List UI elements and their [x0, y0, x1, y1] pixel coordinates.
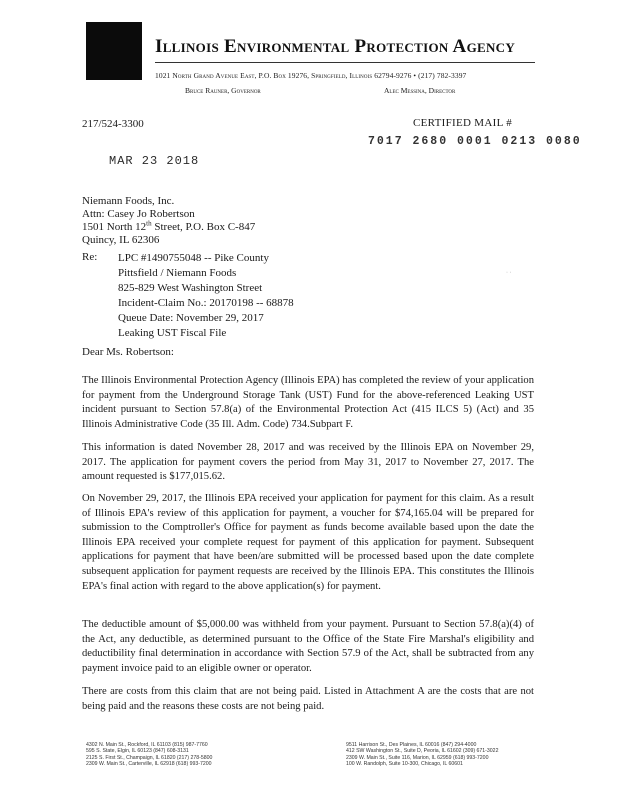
governor-name: Bruce Rauner, Governor: [185, 86, 261, 95]
footer-line: 412 SW Washington St., Suite D, Peoria, IL 61602 (309) 671-3022: [346, 748, 499, 755]
footer-line: 100 W. Randolph, Suite 10-300, Chicago, IL 60601: [346, 760, 463, 767]
recipient-address: [82, 195, 255, 247]
re-line: Leaking UST Fiscal File: [118, 327, 227, 339]
footer-line: 2309 W. Main St., Suite 116, Marion, IL 62959 (618) 993-7200: [346, 754, 489, 761]
date-stamp: MAR 23 2018: [109, 154, 200, 168]
footer-line: 595 S. State, Elgin, IL 60123 (847) 608-3131: [86, 748, 189, 755]
scan-speck: · ·: [506, 270, 512, 276]
street-suffix: th: [146, 219, 152, 228]
street-number: 1501 North 12: [82, 221, 147, 233]
body-paragraph: This information is dated November 28, 2017 and was received by the Illinois EPA on November 29, 2017. The application for payment covers the period from May 31, 2017 to November 27, 2017. The amount requested is $177,015.62.: [82, 442, 534, 483]
agency-name: Illinois Environmental Protection Agency: [155, 36, 516, 57]
footer-line: 9511 Harrison St., Des Plaines, IL 60016 (847) 294-4000: [346, 742, 477, 748]
phone-number: 217/524-3300: [82, 118, 144, 130]
body-paragraph: The deductible amount of $5,000.00 was withheld from your payment. Pursuant to Section 57.8(a)(4) of the Act, any deductible, as determined pursuant to the Office of the State Fire Marshal's eligibility and deductibility final determination in accordance with Section 57.9 of the Act, shall be subtracted from any payment invoice paid to an eligible owner or operator.: [82, 619, 534, 674]
re-line: LPC #1490755048 -- Pike County: [118, 252, 269, 264]
body-paragraph: There are costs from this claim that are not being paid. Listed in Attachment A are the costs that are not being paid and the reasons these costs are not being paid.: [82, 686, 534, 712]
re-line: Incident-Claim No.: 20170198 -- 68878: [118, 297, 294, 309]
re-label: Re:: [82, 251, 98, 263]
body-paragraph: The Illinois Environmental Protection Agency (Illinois EPA) has completed the review of your application for payment from the Underground Storage Tank (UST) Fund for the above-referenced Leaking UST incident pursuant to Section 57.8(a) of the Environmental Protection Act (415 ILCS 5) (Act) and 35 Illinois Administrative Code (35 Ill. Adm. Code) 734.Subpart F.: [82, 375, 534, 430]
re-block: [118, 251, 294, 341]
re-line: Pittsfield / Niemann Foods: [118, 267, 237, 279]
salutation: Dear Ms. Robertson:: [82, 346, 174, 358]
agency-address: 1021 North Grand Avenue East, P.O. Box 19276, Springfield, Illinois 62794-9276 • (217) 782-3397: [155, 71, 467, 80]
re-line: 825-829 West Washington Street: [118, 282, 263, 294]
footer-offices-right: [346, 742, 498, 767]
certified-mail-label: CERTIFIED MAIL #: [413, 117, 513, 129]
recipient-street: [82, 221, 255, 234]
director-name: Alec Messina, Director: [384, 86, 456, 95]
recipient-company: Niemann Foods, Inc.: [82, 195, 175, 207]
agency-logo: [86, 22, 142, 80]
recipient-city: Quincy, IL 62306: [82, 234, 160, 246]
footer-offices-left: [86, 742, 212, 767]
footer-line: 2125 S. First St., Champaign, IL 61820 (217) 278-5800: [86, 754, 213, 761]
letterhead-divider: [155, 62, 535, 63]
body-paragraph: On November 29, 2017, the Illinois EPA received your application for payment for this claim. As a result of Illinois EPA's review of this application for payment, a voucher for $74,165.04 will be prepared for submission to the Comptroller's Office for payment as funds become available based upon the date the Illinois EPA received your complete request for payment of this application for payment. Subsequent applications for payment that have been/are submitted will be processed based upon the date complete subsequent application for payment requests are received by the Illinois EPA. This constitutes the Illinois EPA's final action with regard to the above application(s) for payment.: [82, 493, 534, 592]
footer-line: 2309 W. Main St., Carterville, IL 62918 (618) 993-7200: [86, 760, 212, 767]
footer-line: 4302 N. Main St., Rockford, IL 61103 (815) 987-7760: [86, 742, 208, 748]
street-rest: Street, P.O. Box C-847: [151, 221, 256, 233]
recipient-attn: Attn: Casey Jo Robertson: [82, 208, 195, 220]
certified-mail-number: 7017 2680 0001 0213 0080: [368, 135, 582, 148]
re-line: Queue Date: November 29, 2017: [118, 312, 264, 324]
